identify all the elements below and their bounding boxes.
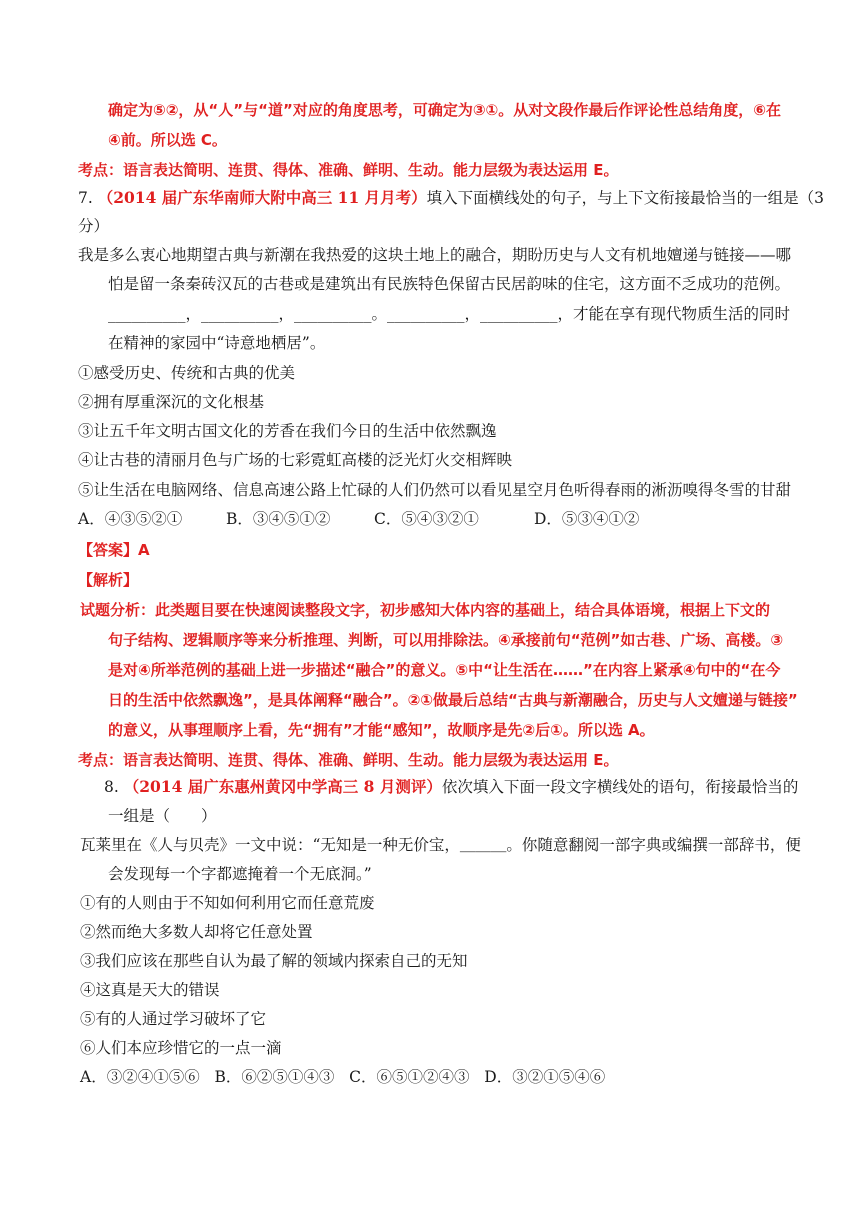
q6-analysis-line-2: ④前。所以选 C。: [108, 131, 227, 149]
q7-item: ②拥有厚重深沉的文化根基: [78, 393, 265, 411]
q7-stem-text: 填入下面横线处的句子，与上下文衔接最恰当的一组是（3: [426, 189, 825, 207]
q7-options: [78, 509, 639, 529]
q7-number: 7.: [78, 189, 93, 207]
q8-stem-line-2: 一组是（ ）: [108, 807, 217, 825]
q8-source: （2014 届广东惠州黄冈中学高三 8 月测评）: [123, 777, 442, 796]
q7-passage-line-3: __________，__________，__________。__________，__________，才能在享有现代物质生活的同时: [108, 305, 791, 323]
q8-passage-line-1: 瓦莱里在《人与贝壳》一文中说：“无知是一种无价宝，＿＿＿。你随意翻阅一部字典或编撰一部辞书，便: [80, 836, 801, 854]
q7-stem-line-2: 分）: [78, 217, 110, 235]
q7-analysis-label: 【解析】: [78, 571, 139, 589]
q8-number: 8.: [104, 778, 119, 796]
q8-item: ②然而绝大多数人却将它任意处置: [80, 923, 313, 941]
q8-item: ④这真是天大的错误: [80, 981, 220, 999]
q8-options: A．③②④①⑤⑥ B．⑥②⑤①④③ C．⑥⑤①②④③ D．③②①⑤④⑥: [80, 1068, 606, 1086]
q7-item: ⑤让生活在电脑网络、信息高速公路上忙碌的人们仍然可以看见星空月色听得春雨的淅沥嗅得冬雪的甘甜: [78, 481, 792, 499]
q7-item: ③让五千年文明古国文化的芳香在我们今日的生活中依然飘逸: [78, 422, 497, 440]
q7-analysis-line: 是对④所举范例的基础上进一步描述“融合”的意义。⑤中“让生活在……”在内容上紧承④句中的“在今: [108, 661, 781, 679]
q8-item: ⑤有的人通过学习破坏了它: [80, 1010, 267, 1028]
q7-kaodian: 考点：语言表达简明、连贯、得体、准确、鲜明、生动。能力层级为表达运用 E。: [78, 751, 619, 769]
q8-item: ⑥人们本应珍惜它的一点一滴: [80, 1039, 282, 1057]
q8-stem-text: 依次填入下面一段文字横线处的语句，衔接最恰当的: [441, 778, 799, 796]
q7-analysis-line: 的意义，从事理顺序上看，先“拥有”才能“感知”，故顺序是先②后①。所以选 A。: [108, 721, 655, 739]
q7-option-a: A．④③⑤②①: [78, 510, 183, 528]
q7-option-c: C．⑤④③②①: [374, 510, 479, 528]
q7-analysis-line: 日的生活中依然飘逸”，是具体阐释“融合”。②①做最后总结“古典与新潮融合，历史与人文嬗递与链接”: [108, 691, 798, 709]
q7-passage-line-4: 在精神的家园中“诗意地栖居”。: [108, 334, 326, 352]
q7-option-d: D．⑤③④①②: [534, 510, 640, 528]
q7-item: ④让古巷的清丽月色与广场的七彩霓虹高楼的泛光灯火交相辉映: [78, 451, 513, 469]
q7-item: ①感受历史、传统和古典的优美: [78, 364, 296, 382]
q7-analysis-line: 试题分析：此类题目要在快速阅读整段文字，初步感知大体内容的基础上，结合具体语境，根据上下文的: [80, 601, 771, 619]
q8-stem-line-1: [104, 777, 798, 797]
q6-analysis-line-1: 确定为⑤②，从“人”与“道”对应的角度思考，可确定为③①。从对文段作最后作评论性总结角度，⑥在: [108, 101, 781, 119]
q7-passage-line-1: 我是多么衷心地期望古典与新潮在我热爱的这块土地上的融合，期盼历史与人文有机地嬗递与链接——哪: [78, 246, 792, 264]
q6-kaodian: 考点：语言表达简明、连贯、得体、准确、鲜明、生动。能力层级为表达运用 E。: [78, 161, 619, 179]
q7-stem-line-1: [78, 188, 824, 208]
q7-source: （2014 届广东华南师大附中高三 11 月月考）: [97, 188, 427, 207]
q8-item: ③我们应该在那些自认为最了解的领域内探索自己的无知: [80, 952, 468, 970]
q7-analysis-line: 句子结构、逻辑顺序等来分析推理、判断，可以用排除法。④承接前句“范例”如古巷、广场、高楼。③: [108, 631, 784, 649]
q7-answer: 【答案】A: [78, 541, 150, 559]
q8-passage-line-2: 会发现每一个字都遮掩着一个无底洞。”: [108, 865, 372, 883]
q7-passage-line-2: 怕是留一条秦砖汉瓦的古巷或是建筑出有民族特色保留古民居韵味的住宅，这方面不乏成功的范例。: [108, 275, 791, 293]
q7-option-b: B．③④⑤①②: [226, 510, 331, 528]
q8-item: ①有的人则由于不知如何利用它而任意荒废: [80, 894, 375, 912]
